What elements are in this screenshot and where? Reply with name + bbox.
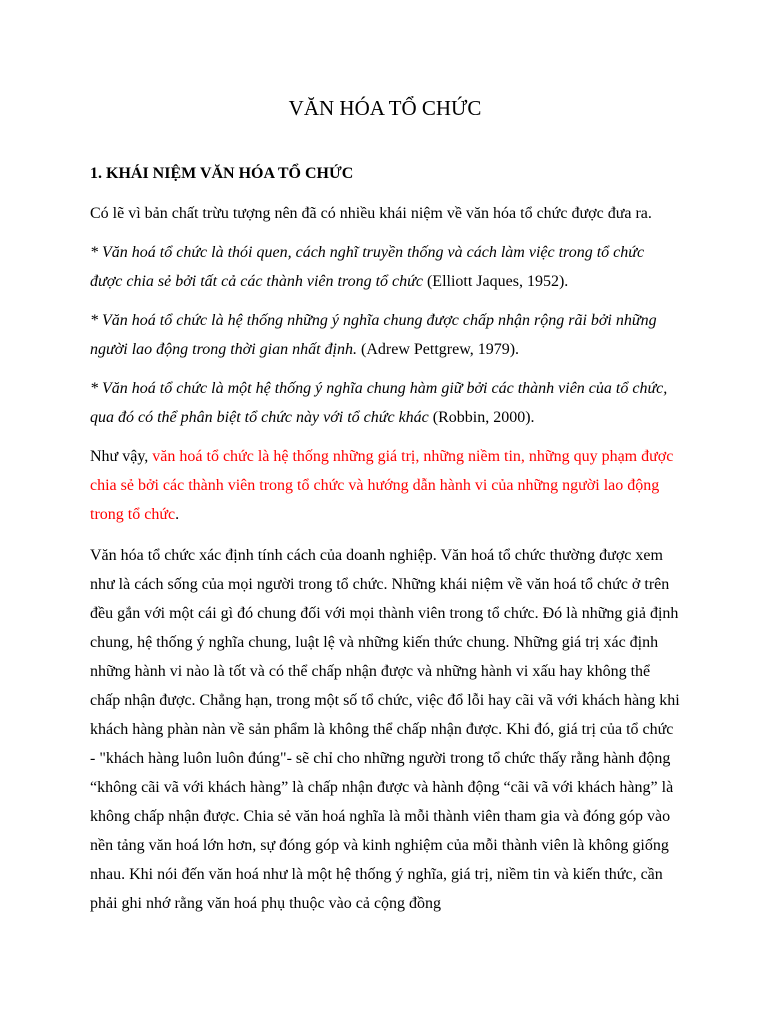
definition-quote-1: * Văn hoá tổ chức là thói quen, cách nghĩ truyền thống và cách làm việc trong tổ chức được chia sẻ bởi tất cả các thành viên trong tổ chức <box>90 244 645 290</box>
document-title: VĂN HÓA TỔ CHỨC <box>288 96 482 120</box>
summary-paragraph <box>90 442 680 529</box>
intro-paragraph: Có lẽ vì bản chất trừu tượng nên đã có nhiều khái niệm về văn hóa tổ chức được đưa ra. <box>90 205 652 222</box>
summary-highlight: văn hoá tổ chức là hệ thống những giá trị, những niềm tin, những quy phạm được chia sẻ bởi các thành viên trong tổ chức và hướng dẫn hành vi của những người lao động trong tổ chức <box>90 448 674 523</box>
body-paragraph: Văn hóa tổ chức xác định tính cách của doanh nghiệp. Văn hoá tổ chức thường được xem như là cách sống của mọi người trong tổ chức. Những khái niệm về văn hoá tổ chức ở trên đều gắn với một cái gì đó chung đối với mọi thành viên trong tổ chức. Đó là những giả định chung, hệ thống ý nghĩa chung, luật lệ và những kiến thức chung. Những giá trị xác định những hành vi nào là tốt và có thể chấp nhận được và những hành vi xấu hay không thể chấp nhận được. Chẳng hạn, trong một số tổ chức, việc đổ lỗi hay cãi vã với khách hàng khi khách hàng phàn nàn về sản phẩm là không thể chấp nhận được. Khi đó, giá trị của tổ chức - "khách hàng luôn luôn đúng"- sẽ chỉ cho những người trong tổ chức thấy rằng hành động “không cãi vã với khách hàng” là chấp nhận được và hành động “cãi vã với khách hàng” là không chấp nhận được. Chia sẻ văn hoá nghĩa là mỗi thành viên tham gia và đóng góp vào nền tảng văn hoá lớn hơn, sự đóng góp và kinh nghiệm của mỗi thành viên là không giống nhau. Khi nói đến văn hoá như là một hệ thống ý nghĩa, giá trị, niềm tin và kiến thức, cần phải ghi nhớ rằng văn hoá phụ thuộc vào cả cộng đồng <box>90 547 680 912</box>
definition-quote-2: * Văn hoá tổ chức là hệ thống những ý nghĩa chung được chấp nhận rộng rãi bởi những người lao động trong thời gian nhất định. <box>90 312 657 358</box>
document-body <box>90 199 680 928</box>
definition-paragraph-1 <box>90 238 680 296</box>
summary-lead: Như vậy, <box>90 448 153 465</box>
section-heading: 1. KHÁI NIỆM VĂN HÓA TỔ CHỨC <box>90 165 354 182</box>
definition-paragraph-3 <box>90 374 680 432</box>
definition-quote-3: * Văn hoá tổ chức là một hệ thống ý nghĩa chung hàm giữ bởi các thành viên của tổ chức, qua đó có thể phân biệt tổ chức này với tổ chức khác <box>90 380 668 426</box>
definition-paragraph-2 <box>90 306 680 364</box>
summary-end: . <box>175 506 180 523</box>
definition-citation-1: (Elliott Jaques, 1952). <box>422 273 569 290</box>
definition-citation-3: (Robbin, 2000). <box>428 409 535 426</box>
definition-citation-2: (Adrew Pettgrew, 1979). <box>357 341 520 358</box>
